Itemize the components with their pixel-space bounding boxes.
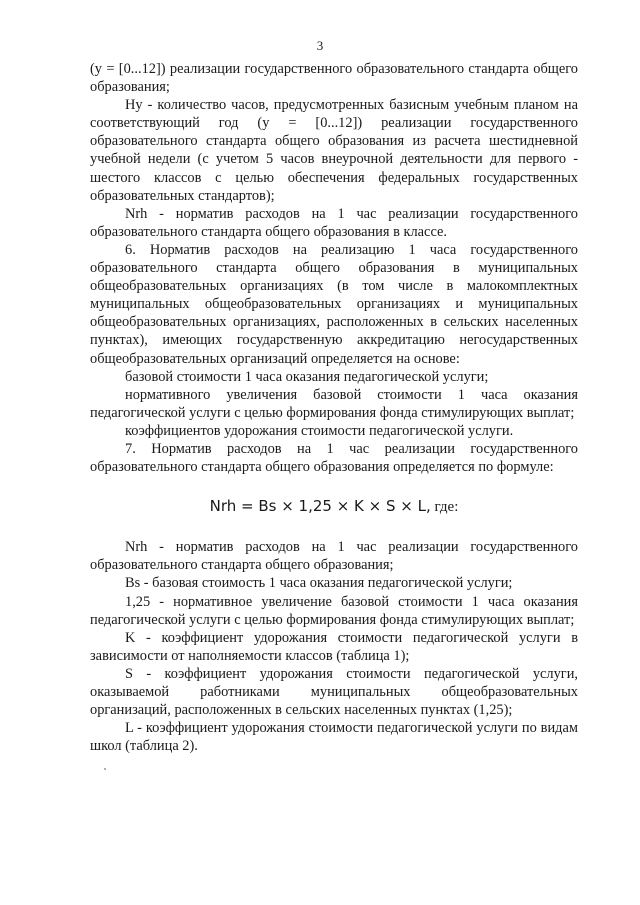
definition-k: K - коэффициент удорожания стоимости педагогической услуги в зависимости от наполняемости классов (таблица 1); — [90, 629, 578, 664]
formula-tail: где: — [430, 499, 459, 516]
formula — [90, 497, 578, 516]
list-item-coefficients: коэффициентов удорожания стоимости педагогической услуги. — [125, 422, 514, 439]
paragraph-section-6: 6. Норматив расходов на реализацию 1 часа государственного образовательного стандарта общего образования в муниципальных общеобразовательных организациях (в том числе в малокомплектных муниципальных общеобразовательных организациях и муниципальных общеобразовательных организациях, расположенных в сельских населенных пунктах), имеющих государственную аккредитацию негосударственных общеобразовательных организаций определяется на основе: — [90, 241, 578, 367]
paragraph-nrh-class: Nrh - норматив расходов на 1 час реализации государственного образовательного стандарта общего образования в классе. — [90, 205, 578, 240]
paragraph-hy-definition: Hy - количество часов, предусмотренных базисным учебным планом на соответствующий год (y = [0...12]) реализации государственного образовательного стандарта общего образования из расчета шестидневной учебной недели (с учетом 5 часов внеурочной деятельности для первого - шестого классов с целью обеспечения федеральных государственных образовательных стандартов); — [90, 97, 578, 204]
formula-expression: Nrh = Bs × 1,25 × K × S × L, — [209, 497, 431, 516]
page-number: 3 — [316, 38, 324, 53]
definition-s: S - коэффициент удорожания стоимости педагогической услуги, оказываемой работниками муниципальных общеобразовательных организаций, расположенных в сельских населенных пунктах (1,25); — [90, 665, 578, 719]
definition-bs: Bs - базовая стоимость 1 часа оказания педагогической услуги; — [125, 575, 513, 592]
list-item-normative-increase: нормативного увеличения базовой стоимости 1 часа оказания педагогической услуги с целью формирования фонда стимулирующих выплат; — [90, 386, 578, 421]
definition-l: L - коэффициент удорожания стоимости педагогической услуги по видам школ (таблица 2). — [90, 720, 578, 755]
paragraph-section-7: 7. Норматив расходов на 1 час реализации государственного образовательного стандарта общего образования определяется по формуле: — [90, 440, 578, 476]
document-body — [90, 60, 578, 755]
list-item-base-cost: базовой стоимости 1 часа оказания педагогической услуги; — [125, 368, 489, 385]
definition-1-25: 1,25 - нормативное увеличение базовой стоимости 1 часа оказания педагогической услуги с целью формирования фонда стимулирующих выплат; — [90, 593, 578, 628]
definition-nrh: Nrh - норматив расходов на 1 час реализации государственного образовательного стандарта общего образования; — [90, 539, 578, 574]
paragraph-continuation: (y = [0...12]) реализации государственного образовательного стандарта общего образования; — [90, 61, 578, 96]
scan-artifact — [104, 768, 106, 770]
